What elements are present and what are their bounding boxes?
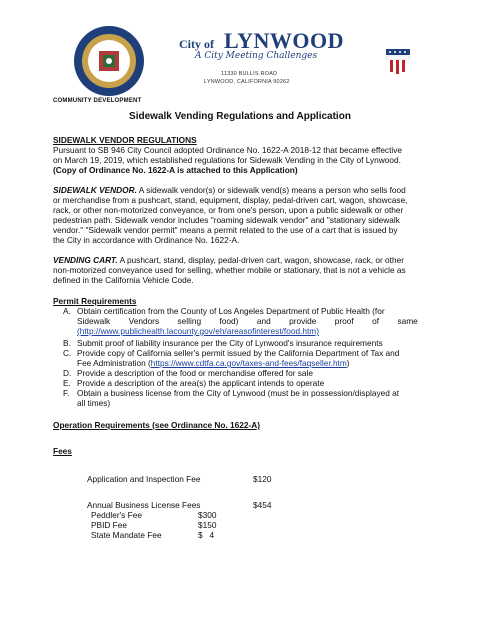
item-letter: D. [63,368,72,378]
vendor-def-line-6: the City in accordance with Ordinance No. 1622-A. [53,235,240,245]
annual-fee-amount: $454 [253,500,272,510]
application-fee-amount: $120 [253,474,272,484]
cart-def-line-3: defined in the California Vehicle Code. [53,275,194,285]
regulations-line-3: (Copy of Ordinance No. 1622-A is attached to this Application) [53,165,298,175]
address-line-2: LYNWOOD, CALIFORNIA 90262 [204,79,290,85]
item-letter: A. [63,306,71,316]
department-label: COMMUNITY DEVELOPMENT [53,98,142,104]
regulations-line-2: on March 19, 2019, which established regulations for Sidewalk Vending in the City of Lynwood. [53,155,401,165]
item-line-2-post: ) [346,358,350,368]
all-america-city-badge [385,48,411,74]
permit-heading: Permit Requirements [53,296,137,306]
cdtfa-link[interactable]: https://www.cdtfa.ca.gov/taxes-and-fees/faqseller.htm [150,358,347,368]
item-line-1: Obtain certification from the County of Los Angeles Department of Public Health (for [77,306,385,316]
health-link[interactable]: (http://www.publichealth.lacounty.gov/eh/areasofinterest/food.htm) [77,326,319,336]
peddler-fee-label: Peddler's Fee [91,510,142,520]
regulations-heading: SIDEWALK VENDOR REGULATIONS [53,135,197,145]
item-line-1: Provide copy of California seller's permit issued by the California Department of Tax and [77,348,400,358]
item-letter: F. [63,388,70,398]
item-line-2: all times) [77,398,111,408]
document-title: Sidewalk Vending Regulations and Application [129,111,351,122]
pbid-fee-label: PBID Fee [91,520,127,530]
peddler-fee-amount: $300 [198,510,217,520]
city-seal-logo [73,25,145,97]
vendor-def-line-5: vendor." "Sidewalk vendor permit" means a permit related to the use of a cart that is issued by [53,225,398,235]
item-line-1: Submit proof of liability insurance per the City of Lynwood's insurance requirements [77,338,383,348]
item-line-1: Obtain a business license from the City of Lynwood (must be in possession/displayed at [77,388,400,398]
cart-term: VENDING CART. [53,255,118,265]
state-fee-amount: $ 4 [198,530,215,540]
fees-heading: Fees [53,446,72,456]
city-tagline: A City Meeting Challenges [195,51,318,61]
item-letter: C. [63,348,72,358]
item-line-1: Provide a description of the food or merchandise offered for sale [77,368,313,378]
application-fee-label: Application and Inspection Fee [87,474,201,484]
item-line-2-pre: Fee Administration ( [77,358,151,368]
item-line-2: Sidewalk Vendors selling food) and provide proof of same [77,316,418,326]
vendor-def-line-3: rack, or other non-motorized conveyance, or from one's person, upon a public sidewalk or other [53,205,404,215]
cart-def-line-2: non-motorized conveyance used for selling, whether mobile or stationary, that is not a vehicle as [53,265,406,275]
city-of-text: City of [179,37,214,51]
item-letter: B. [63,338,71,348]
annual-fee-label: Annual Business License Fees [87,500,201,510]
cart-def-line-1: A pushcart, stand, display, pedal-driven cart, wagon, showcase, rack, or other [119,255,404,265]
item-letter: E. [63,378,71,388]
state-fee-label: State Mandate Fee [91,530,162,540]
regulations-line-1: Pursuant to SB 946 City Council adopted Ordinance No. 1622-A 2018-12 that became effective [53,145,402,155]
operation-heading: Operation Requirements (see Ordinance No. 1622-A) [53,420,261,430]
vendor-term: SIDEWALK VENDOR. [53,185,137,195]
pbid-fee-amount: $150 [198,520,217,530]
lynwood-wordmark: LYNWOOD [224,28,345,53]
vendor-def-line-4: pedestrian path. Sidewalk vendor includes "roaming sidewalk vendor" and "stationary sidewalk [53,215,400,225]
vendor-def-line-2: or merchandise from a pushcart, stand, equipment, display, pedal-driven cart, wagon, showcase, [53,195,408,205]
vendor-def-line-1: A sidewalk vendor(s) or sidewalk vend(s) means a person who sells food [138,185,406,195]
address-line-1: 11330 BULLIS ROAD [221,71,278,77]
item-line-1: Provide a description of the area(s) the applicant intends to operate [77,378,325,388]
